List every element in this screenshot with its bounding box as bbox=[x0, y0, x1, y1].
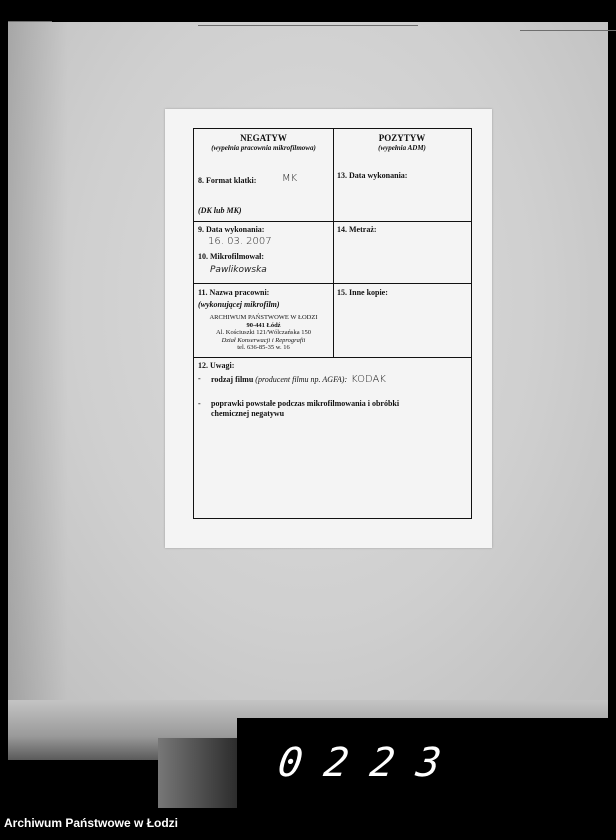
stamp-line: Al. Kościuszki 121/Wólczańska 150 bbox=[216, 329, 311, 336]
field-8-hint: (DK lub MK) bbox=[198, 206, 242, 215]
stamp-line: tel. 636-85-35 w. 16 bbox=[237, 344, 290, 351]
field-8-label: 8. Format klatki: bbox=[198, 176, 257, 185]
field-11-label: 11. Nazwa pracowni: bbox=[198, 288, 270, 297]
negatyw-subheader: (wypełnia pracownia mikrofilmowa) bbox=[211, 144, 316, 152]
field-9-handwritten-value: 16. 03. 2007 bbox=[208, 236, 272, 247]
remark-1-prefix: rodzaj filmu bbox=[211, 375, 254, 384]
remark-bullet: - bbox=[198, 399, 201, 408]
remark-2 bbox=[211, 399, 399, 419]
archive-stamp bbox=[194, 314, 333, 352]
frame-number: 0223 bbox=[275, 740, 466, 786]
column-divider bbox=[333, 129, 334, 357]
remark-2-line: chemicznej negatywu bbox=[211, 409, 285, 418]
stamp-line: 90-441 Łódź bbox=[246, 321, 281, 329]
pozytyw-subheader: (wypełnia ADM) bbox=[378, 144, 426, 152]
row-divider bbox=[194, 221, 471, 222]
field-8-handwritten-value: MK bbox=[282, 173, 298, 184]
form-table bbox=[193, 128, 472, 519]
field-14-label: 14. Metraż: bbox=[337, 225, 377, 234]
negatyw-header: NEGATYW bbox=[240, 133, 287, 143]
field-10-handwritten-signature: Pawlikowska bbox=[210, 265, 267, 275]
film-top-mark bbox=[198, 25, 418, 26]
remark-bullet: - bbox=[198, 374, 201, 383]
footer-archive-name: Archiwum Państwowe w Łodzi bbox=[4, 816, 179, 830]
row-divider bbox=[194, 357, 471, 358]
field-15-label: 15. Inne kopie: bbox=[337, 288, 388, 297]
field-11-subheader: (wykonującej mikrofilm) bbox=[198, 300, 280, 309]
field-10-label: 10. Mikrofilmował: bbox=[198, 252, 265, 261]
film-top-mark bbox=[520, 30, 616, 31]
stamp-line: Dział Konserwacji i Reprografii bbox=[221, 336, 306, 344]
stamp-line: ARCHIWUM PAŃSTWOWE W ŁODZI bbox=[209, 314, 318, 321]
field-12-label: 12. Uwagi: bbox=[198, 361, 235, 370]
remark-1-handwritten-value: KODAK bbox=[351, 374, 386, 385]
remark-1-italic: (producent filmu np. AGFA): bbox=[255, 375, 348, 384]
film-top-mark bbox=[8, 21, 52, 22]
pozytyw-header: POZYTYW bbox=[378, 133, 426, 143]
remark-2-line: poprawki powstałe podczas mikrofilmowania i obróbki bbox=[211, 399, 400, 408]
field-13-label: 13. Data wykonania: bbox=[337, 171, 408, 180]
remark-1 bbox=[211, 374, 386, 385]
row-divider bbox=[194, 283, 471, 284]
field-9-label: 9. Data wykonania: bbox=[198, 225, 265, 234]
film-edge-shadow bbox=[8, 22, 68, 722]
counter-tab bbox=[158, 738, 248, 808]
